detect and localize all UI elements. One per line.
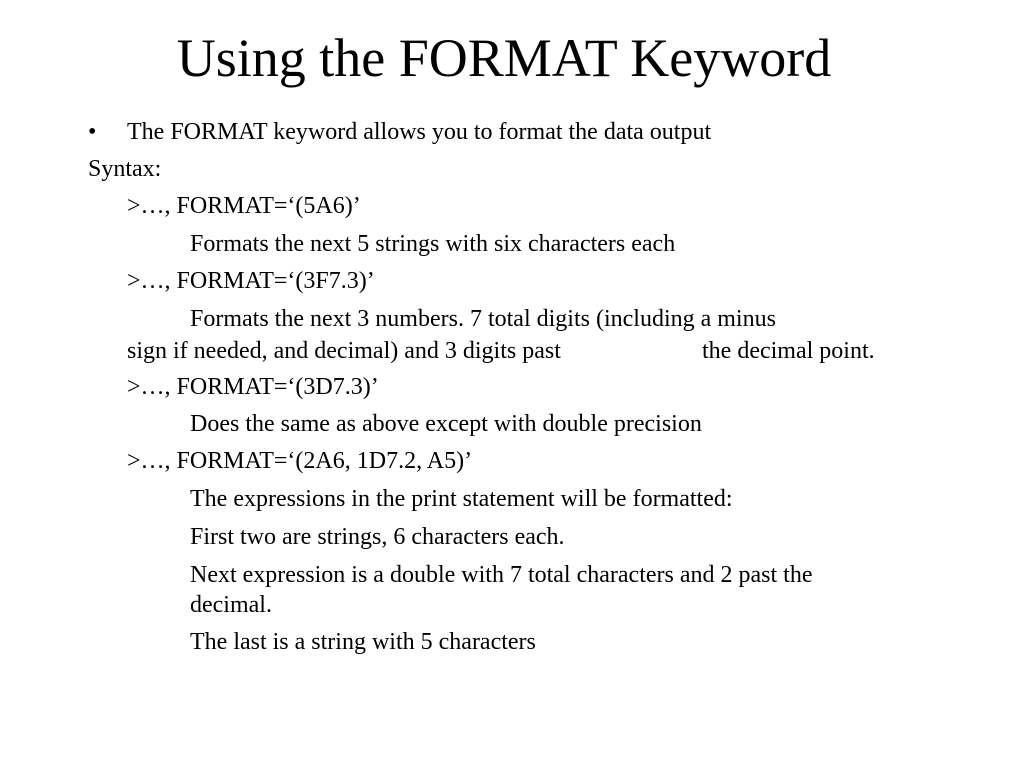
desc-line-3f7-1: Formats the next 3 numbers. 7 total digits (including a minus: [190, 306, 776, 332]
desc-line-mixed-1: The expressions in the print statement will be formatted:: [190, 486, 733, 512]
slide-title: Using the FORMAT Keyword: [176, 28, 832, 88]
code-line-3f7: >…, FORMAT=‘(3F7.3)’: [127, 268, 375, 294]
desc-line-3f7-2a: sign if needed, and decimal) and 3 digits past: [127, 338, 561, 364]
desc-line-3f7-2b: the decimal point.: [702, 338, 875, 364]
syntax-label: Syntax:: [88, 156, 162, 182]
desc-line-5a6: Formats the next 5 strings with six characters each: [190, 231, 676, 257]
code-line-5a6: >…, FORMAT=‘(5A6)’: [127, 193, 361, 219]
bullet-icon: •: [88, 119, 97, 145]
desc-line-mixed-3b: decimal.: [190, 592, 272, 618]
desc-line-mixed-3a: Next expression is a double with 7 total characters and 2 past the: [190, 562, 813, 588]
desc-line-3d7: Does the same as above except with double precision: [190, 411, 702, 437]
code-line-mixed: >…, FORMAT=‘(2A6, 1D7.2, A5)’: [127, 448, 473, 474]
desc-line-mixed-2: First two are strings, 6 characters each.: [190, 524, 565, 550]
bullet-text: The FORMAT keyword allows you to format the data output: [127, 119, 712, 145]
desc-line-mixed-4: The last is a string with 5 characters: [190, 629, 536, 655]
code-line-3d7: >…, FORMAT=‘(3D7.3)’: [127, 374, 379, 400]
